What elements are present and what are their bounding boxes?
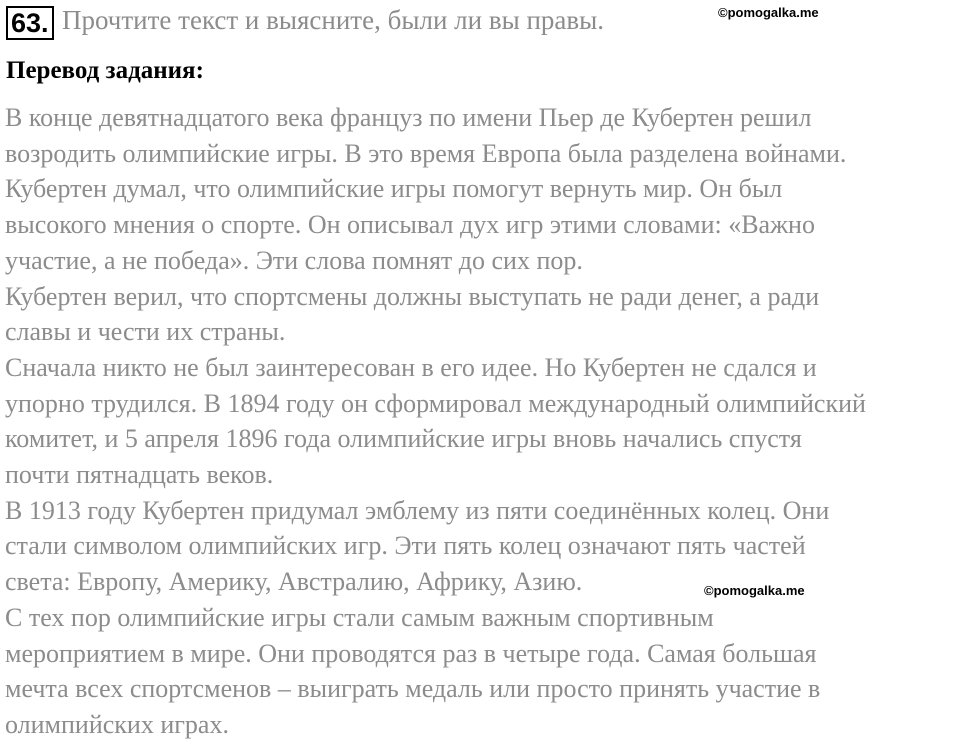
watermark-top: ©pomogalka.me: [718, 5, 819, 20]
text-line: Кубертен верил, что спортсмены должны выступать не ради денег, а ради: [5, 281, 820, 311]
text-line: упорно трудился. В 1894 году он сформировал международный олимпийский: [5, 388, 866, 418]
watermark-middle: ©pomogalka.me: [704, 583, 805, 598]
text-line: Сначала никто не был заинтересован в его идее. Но Кубертен не сдался и: [5, 352, 817, 382]
text-line: олимпийских играх.: [5, 709, 229, 739]
text-line: В конце девятнадцатого века француз по имени Пьер де Кубертен решил: [5, 103, 812, 132]
text-line: участие, а не победа». Эти слова помнят до сих пор.: [5, 245, 583, 275]
text-line: почти пятнадцать веков.: [5, 460, 274, 490]
task-number: 63.: [6, 6, 54, 40]
text-line: света: Европу, Америку, Австралию, Африку, Азию.: [5, 567, 583, 597]
text-line: высокого мнения о спорте. Он описывал дух игр этими словами: «Важно: [5, 210, 815, 240]
text-line: стали символом олимпийских игр. Эти пять колец означают пять частей: [5, 531, 806, 561]
text-line: Кубертен думал, что олимпийские игры помогут вернуть мир. Он был: [5, 174, 783, 204]
text-line: славы и чести их страны.: [5, 317, 286, 347]
text-line: мероприятием в мире. Они проводятся раз в четыре года. Самая большая: [5, 638, 817, 668]
text-line: С тех пор олимпийские игры стали самым важным спортивным: [5, 602, 714, 632]
text-line: мечта всех спортсменов – выиграть медаль или просто принять участие в: [5, 674, 821, 704]
text-line: возродить олимпийские игры. В это время Европа была разделена войнами.: [5, 138, 847, 168]
text-line: комитет, и 5 апреля 1896 года олимпийские игры вновь начались спустя: [5, 424, 802, 454]
translation-text: [5, 100, 957, 743]
text-line: В 1913 году Кубертен придумал эмблему из пяти соединённых колец. Они: [5, 495, 830, 525]
task-instruction: Прочтите текст и выясните, были ли вы правы.: [62, 5, 605, 35]
section-heading: Перевод задания:: [6, 57, 204, 84]
